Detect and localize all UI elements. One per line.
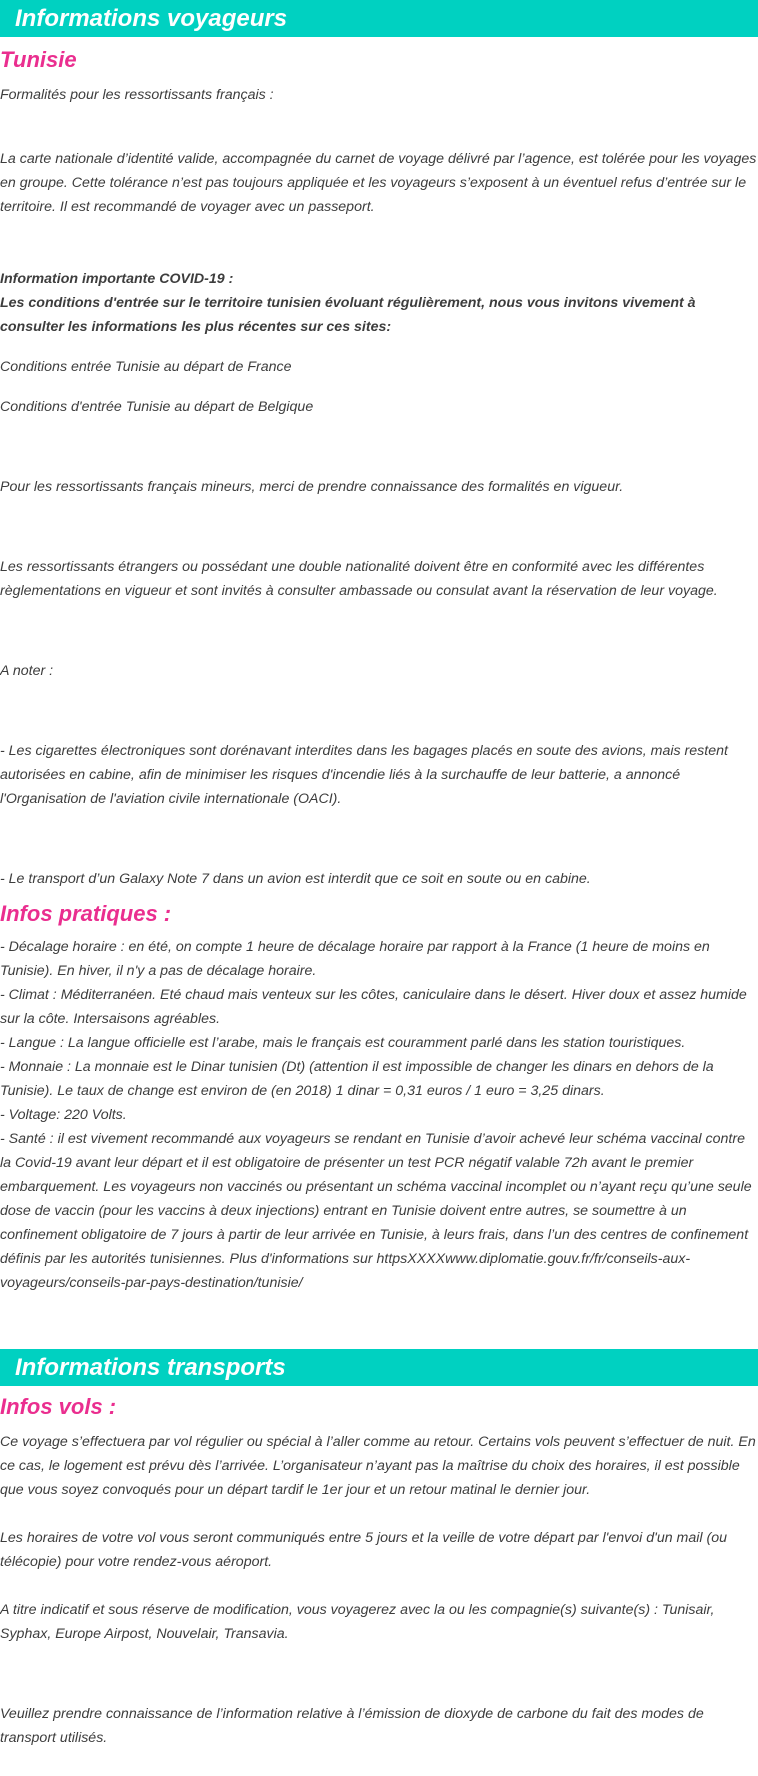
mineurs-paragraph: Pour les ressortissants français mineurs, merci de prendre connaissance des formalités en vigueur. [0,479,624,495]
link-conditions-france[interactable]: Conditions entrée Tunisie au départ de France [0,359,292,375]
section-banner-voyageurs: Informations voyageurs [0,0,758,37]
langue: - Langue : La langue officielle est l’arabe, mais le français est couramment parlé dans les station touristiques. [0,1035,686,1051]
covid-title: Information importante COVID-19 : [0,271,234,287]
infos-vols-heading: Infos vols : [0,1394,117,1419]
carte-identite-paragraph: La carte nationale d’identité valide, accompagnée du carnet de voyage délivré par l’agence, est tolérée pour les voyages en groupe. Cette tolérance n’est pas toujours appliquée et les voyageurs s’exposent à un éventuel refus d’entrée sur le territoire. Il est recommandé de voyager avec un passeport. [0,151,757,215]
link-conditions-belgique[interactable]: Conditions d'entrée Tunisie au départ de Belgique [0,399,314,415]
monnaie: - Monnaie : La monnaie est le Dinar tunisien (Dt) (attention il est impossible de changer les dinars en dehors de la Tunisie). Le taux de change est environ de (en 2018) 1 dinar = 0,31 euros / 1 euro = 3,25 dinars. [0,1059,714,1099]
horaires-paragraph: Les horaires de votre vol vous seront communiqués entre 5 jours et la veille de votre départ par l'envoi d'un mail (ou télécopie) pour votre rendez-vous aéroport. [0,1530,727,1570]
sante: - Santé : il est vivement recommandé aux voyageurs se rendant en Tunisie d’avoir achevé leur schéma vaccinal contre la Covid-19 avant leur départ et il est obligatoire de présenter un test PCR négatif valable 72h avant le premier embarquement. Les voyageurs non vaccinés ou présentant un schéma vaccinal incomplet ou n’ayant reçu qu’une seule dose de vaccin (pour les vaccins à deux injections) entrant en Tunisie doivent entre autres, se soumettre à un confinement obligatoire de 7 jours à partir de leur arrivée en Tunisie, à leurs frais, dans l’un des centres de confinement définis par les autorités tunisiennes. Plus d'informations sur httpsXXXXwww.diplomatie.gouv.fr/fr/conseils-aux-voyageurs/conseils-par-pays-destination/tunisie/ [0,1131,752,1291]
section-banner-transports: Informations transports [0,1349,758,1386]
formalites-title: Formalités pour les ressortissants français : [0,87,274,103]
galaxy-paragraph: - Le transport d’un Galaxy Note 7 dans un avion est interdit que ce soit en soute ou en cabine. [0,871,591,887]
a-noter-label: A noter : [0,663,54,679]
voltage: - Voltage: 220 Volts. [0,1107,127,1123]
covid-paragraph: Les conditions d'entrée sur le territoire tunisien évoluant régulièrement, nous vous invitons vivement à consulter les informations les plus récentes sur ces sites: [0,295,696,335]
cigarettes-paragraph: - Les cigarettes électroniques sont dorénavant interdites dans les bagages placés en soute des avions, mais restent autorisées en cabine, afin de minimiser les risques d'incendie liés à la surchauffe de leur batterie, a annoncé l'Organisation de l'aviation civile internationale (OACI). [0,743,728,807]
co2-paragraph: Veuillez prendre connaissance de l’information relative à l’émission de dioxyde de carbone du fait des modes de transport utilisés. [0,1706,704,1746]
compagnies-paragraph: A titre indicatif et sous réserve de modification, vous voyagerez avec la ou les compagnie(s) suivante(s) : Tunisair, Syphax, Europe Airpost, Nouvelair, Transavia. [0,1602,715,1642]
etrangers-paragraph: Les ressortissants étrangers ou possédant une double nationalité doivent être en conformité avec les différentes règlementations en vigueur et sont invités à consulter ambassade ou consulat avant la réservation de leur voyage. [0,559,718,599]
vols-paragraph: Ce voyage s’effectuera par vol régulier ou spécial à l’aller comme au retour. Certains vols peuvent s’effectuer de nuit. En ce cas, le logement est prévu dès l’arrivée. L’organisateur n’ayant pas la maîtrise du choix des horaires, il est possible que vous soyez convoqués pour un départ tardif le 1er jour et un retour matinal le dernier jour. [0,1434,756,1498]
climat: - Climat : Méditerranéen. Eté chaud mais venteux sur les côtes, caniculaire dans le désert. Hiver doux et assez humide sur la côte. Intersaisons agréables. [0,987,747,1027]
country-heading: Tunisie [0,47,77,72]
infos-pratiques-heading: Infos pratiques : [0,901,172,926]
decalage-horaire: - Décalage horaire : en été, on compte 1 heure de décalage horaire par rapport à la France (1 heure de moins en Tunisie). En hiver, il n'y a pas de décalage horaire. [0,939,710,979]
